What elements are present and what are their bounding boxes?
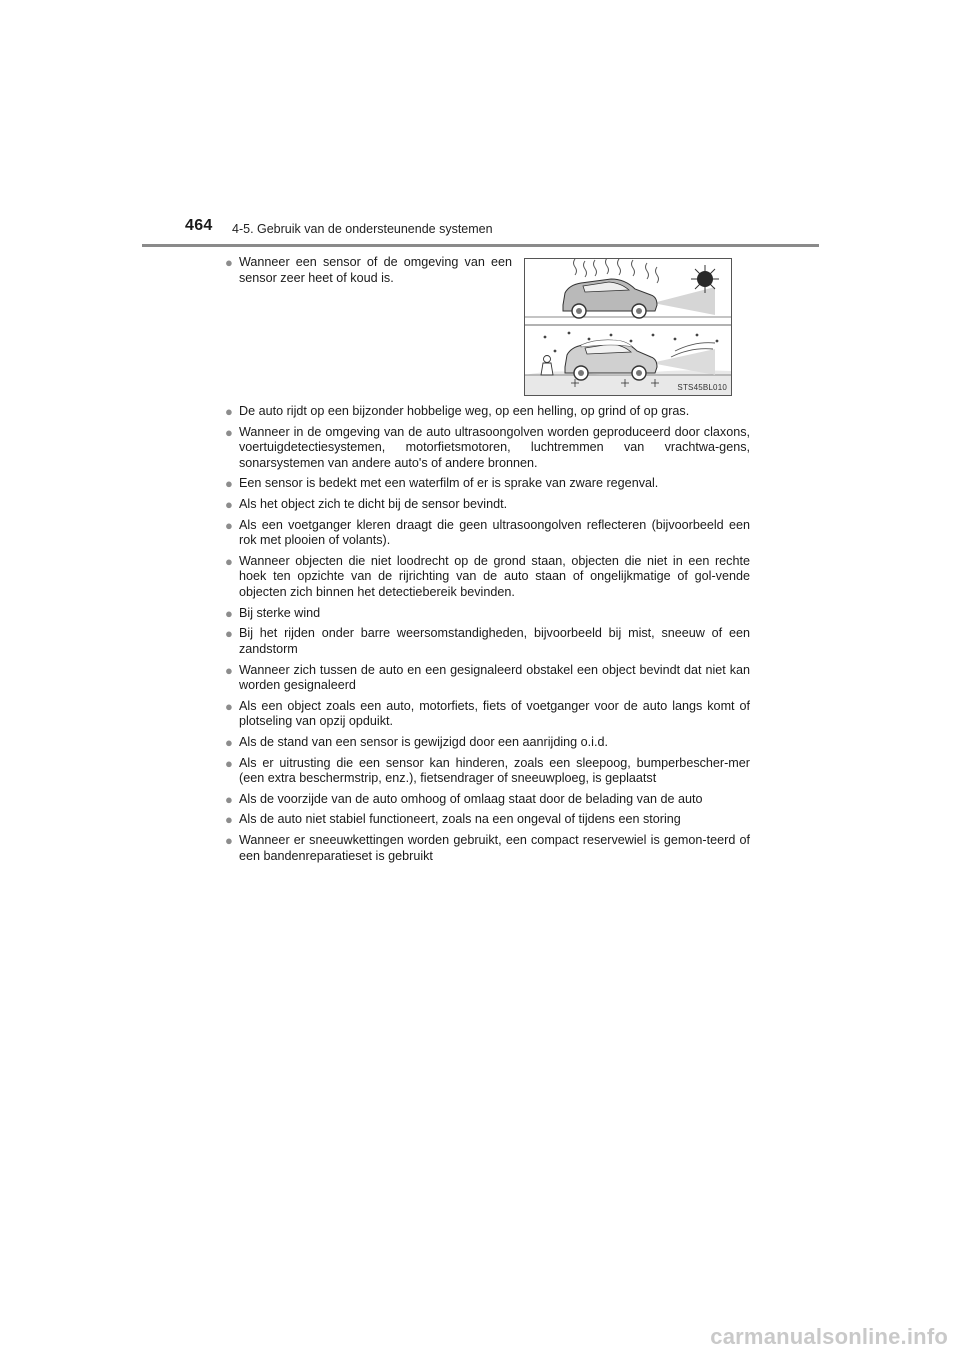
bullet-icon: ●	[225, 404, 233, 419]
list-item-text: Wanneer objecten die niet loodrecht op de grond staan, objecten die niet in een rechte hoek ten opzichte van de rijrichting van de auto staan of ongelijkmatige of gol-vende objecten zich binnen het detectiebereik bevinden.	[239, 553, 750, 599]
list-item-text: Bij sterke wind	[239, 605, 321, 620]
illustration-code: STS45BL010	[677, 383, 727, 392]
bullet-icon: ●	[225, 424, 233, 440]
bullet-icon: ●	[225, 791, 233, 807]
list-item	[225, 756, 750, 787]
list-item	[225, 425, 750, 472]
list-item-text: Als er uitrusting die een sensor kan hinderen, zoals een sleepoog, bumperbescher-mer (een extra beschermstrip, enz.), fietsendrager of sneeuwploeg, is geplaatst	[239, 755, 750, 786]
bullet-list	[225, 404, 750, 869]
list-item	[225, 606, 750, 622]
list-item-text: Wanneer zich tussen de auto en een gesignaleerd obstakel een object bevindt dat niet kan worden gesignaleerd	[239, 662, 750, 692]
list-item	[225, 792, 750, 808]
illustration-drawing	[525, 259, 731, 395]
list-item-text: Een sensor is bedekt met een waterfilm of er is sprake van zware regenval.	[239, 476, 659, 491]
list-item-text: Wanneer er sneeuwkettingen worden gebruikt, een compact reservewiel is gemon-teerd of een bandenreparatieset is gebruikt	[239, 833, 750, 863]
list-item	[225, 626, 750, 657]
bullet-icon: ●	[225, 255, 233, 270]
bullet-icon: ●	[225, 626, 233, 642]
list-item-text: Als het object zich te dicht bij de sensor bevindt.	[239, 497, 508, 512]
list-item	[225, 812, 750, 828]
watermark: carmanualsonline.info	[710, 1324, 948, 1349]
list-item-text: De auto rijdt op een bijzonder hobbelige weg, op een helling, op grind of op gras.	[239, 404, 690, 418]
bullet-icon: ●	[225, 662, 233, 678]
list-item	[225, 663, 750, 694]
bullet-icon: ●	[225, 812, 233, 828]
list-item-text: Als een voetganger kleren draagt die geen ultrasoongolven reflecteren (bijvoorbeeld een rok met plooien of volants).	[239, 517, 750, 548]
list-item	[225, 699, 750, 730]
list-item-text: Wanneer een sensor of de omgeving van een sensor zeer heet of koud is.	[239, 255, 512, 285]
header-rule	[142, 244, 819, 247]
list-item-text: Als de voorzijde van de auto omhoog of omlaag staat door de belading van de auto	[239, 791, 703, 806]
bullet-icon: ●	[225, 833, 233, 849]
bullet-icon: ●	[225, 517, 233, 533]
list-item-text: Als de auto niet stabiel functioneert, zoals na een ongeval of tijdens een storing	[239, 812, 681, 827]
list-item	[225, 833, 750, 864]
list-item	[225, 404, 750, 420]
list-item-text: Bij het rijden onder barre weersomstandigheden, bijvoorbeeld bij mist, sneeuw of een zandstorm	[239, 626, 750, 656]
list-item-text: Als de stand van een sensor is gewijzigd door een aanrijding o.i.d.	[239, 734, 608, 749]
bullet-icon: ●	[225, 755, 233, 771]
bullet-icon: ●	[225, 476, 233, 492]
section-title: 4-5. Gebruik van de ondersteunende systemen	[232, 222, 493, 236]
bullet-icon: ●	[225, 734, 233, 750]
list-item	[225, 518, 750, 549]
list-item	[225, 735, 750, 751]
list-item	[225, 476, 750, 492]
list-item-text: Wanneer in de omgeving van de auto ultrasoongolven worden geproduceerd door claxons, voertuigdetectiesystemen, motorfietsmotoren, luchtremmen van vrachtwa-gens, sonarsystemen van andere auto's of andere bronnen.	[239, 424, 750, 470]
first-list-item	[225, 255, 512, 286]
bullet-icon: ●	[225, 497, 233, 513]
list-item-text: Als een object zoals een auto, motorfiets, fiets of voetganger voor de auto langs komt of plotseling van opzij opduikt.	[239, 698, 750, 729]
bullet-icon: ●	[225, 605, 233, 621]
list-item	[225, 497, 750, 513]
hot-cold-illustration	[524, 258, 732, 396]
bullet-icon: ●	[225, 698, 233, 714]
list-item	[225, 554, 750, 601]
page-number: 464	[185, 217, 213, 234]
bullet-icon: ●	[225, 553, 233, 569]
